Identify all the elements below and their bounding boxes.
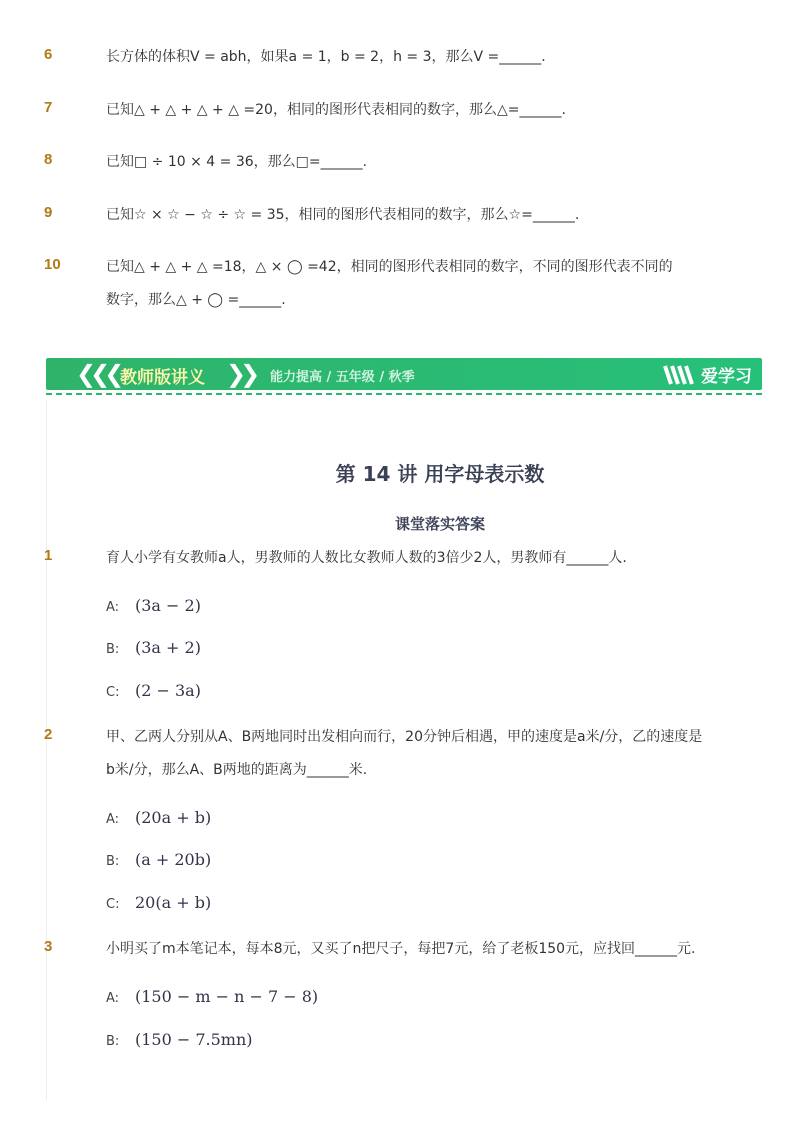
header-banner [46, 358, 762, 390]
option-label: C: [106, 897, 120, 912]
option-label: A: [106, 812, 120, 827]
option-expression: (3a + 2) [135, 638, 201, 657]
brand-logo [663, 362, 752, 387]
option-expression: (20a + b) [135, 808, 212, 827]
question-number: 3 [44, 938, 53, 955]
option-label: A: [106, 991, 120, 1006]
question-text: 甲、乙两人分别从A、B两地同时出发相向而行，20分钟后相遇，甲的速度是a米/分，乙的速度是 [106, 729, 703, 745]
question-number: 6 [44, 46, 53, 63]
lecture-title: 第 14 讲 用字母表示数 [335, 462, 545, 486]
question-number: 9 [44, 204, 53, 221]
option-label: A: [106, 600, 120, 615]
question-text: 长方体的体积V = abh，如果a = 1，b = 2，h = 3，那么V =______. [106, 49, 546, 65]
option-expression: (3a − 2) [135, 596, 201, 615]
option-label: B: [106, 642, 120, 657]
question-number: 1 [44, 547, 53, 564]
option-expression: (150 − m − n − 7 − 8) [135, 987, 319, 1006]
banner-subtitle: 能力提高 / 五年级 / 秋季 [270, 370, 415, 385]
double-chevron-right-icon: ❯❯ [226, 360, 255, 388]
option-expression: 20(a + b) [135, 893, 212, 912]
brand-name: 爱学习 [701, 367, 752, 387]
question-text: 育人小学有女教师a人，男教师的人数比女教师人数的3倍少2人，男教师有______人. [106, 550, 627, 566]
question-text: 已知△ + △ + △ + △ =20，相同的图形代表相同的数字，那么△=______. [106, 102, 566, 118]
question-number: 2 [44, 726, 53, 743]
option-expression: (a + 20b) [135, 850, 212, 869]
dashed-divider [46, 393, 762, 395]
question-text: 已知☆ × ☆ − ☆ ÷ ☆ = 35，相同的图形代表相同的数字，那么☆=______. [106, 207, 580, 223]
brand-mark-icon [663, 364, 695, 386]
option-label: C: [106, 685, 120, 700]
question-number: 8 [44, 151, 53, 168]
question-text-continued: 数字，那么△ + ◯ =______. [106, 292, 286, 308]
option-expression: (2 − 3a) [135, 681, 201, 700]
margin-rule [46, 400, 47, 1100]
question-text: 小明买了m本笔记本，每本8元，又买了n把尺子，每把7元，给了老板150元，应找回______元. [106, 941, 696, 957]
option-expression: (150 − 7.5mn) [135, 1030, 253, 1049]
question-text: 已知△ + △ + △ =18，△ × ◯ =42，相同的图形代表相同的数字，不同的图形代表不同的 [106, 259, 673, 275]
option-label: B: [106, 854, 120, 869]
banner-title: 教师版讲义 [120, 368, 205, 388]
option-label: B: [106, 1034, 120, 1049]
lecture-subtitle: 课堂落实答案 [394, 515, 485, 533]
question-number: 7 [44, 99, 53, 116]
question-number: 10 [44, 256, 61, 273]
question-text: 已知□ ÷ 10 × 4 = 36，那么□=______. [106, 154, 368, 170]
question-text-continued: b米/分，那么A、B两地的距离为______米. [106, 762, 368, 778]
double-chevron-left-icon: ❮❮❮ [76, 360, 119, 388]
